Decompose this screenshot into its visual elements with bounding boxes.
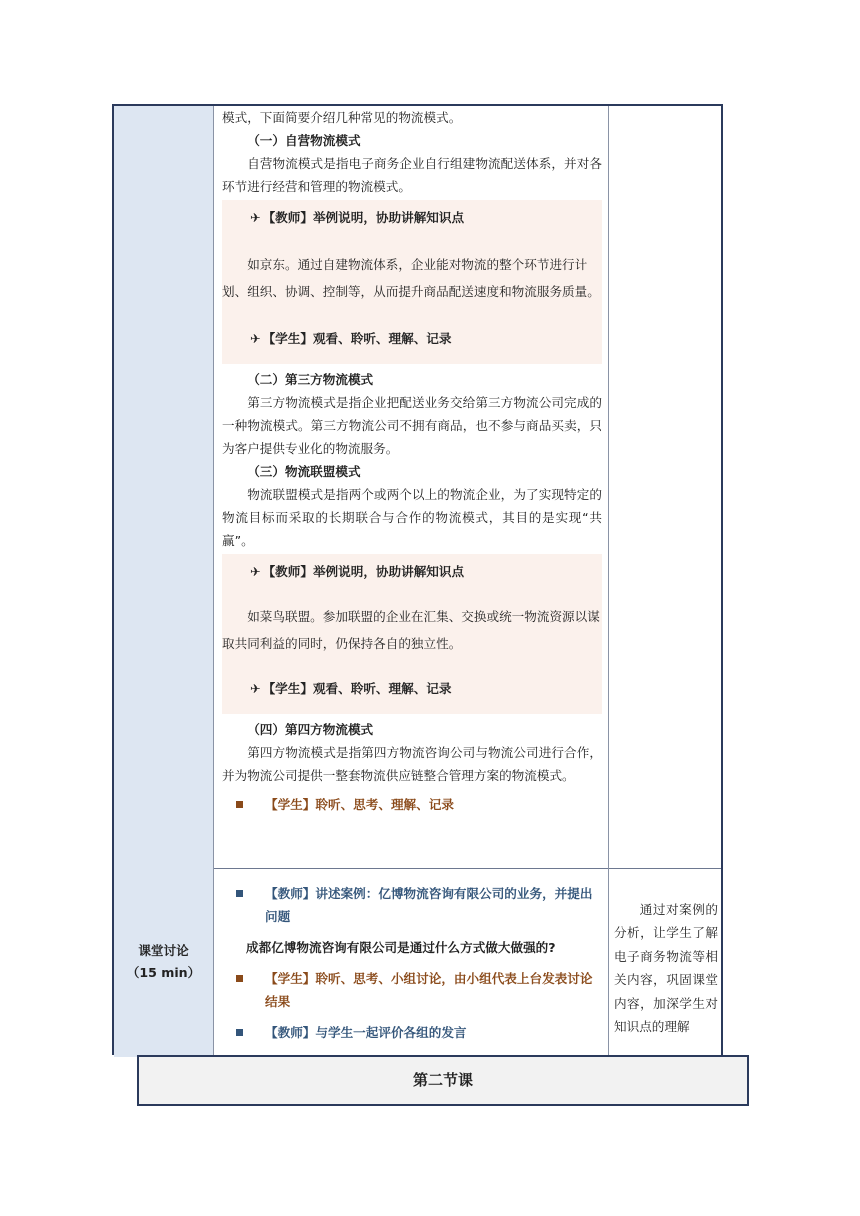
discussion-purpose: 通过对案例的分析，让学生了解电子商务物流等相关内容，巩固课堂内容，加深学生对知识点的理解 (614, 902, 718, 1035)
teacher-eval-bullet: 【教师】与学生一起评价各组的发言 (222, 1021, 602, 1044)
s1-example: 如京东。通过自建物流体系，企业能对物流的整个环节进行计划、组织、协调、控制等，从而提升商品配送速度和物流服务质量。 (222, 257, 600, 299)
s2-text: 第三方物流模式是指企业把配送业务交给第三方物流公司完成的一种物流模式。第三方物流公司不拥有商品，也不参与商品买卖，只为客户提供专业化的物流服务。 (222, 395, 602, 456)
s4-heading: （四）第四方物流模式 (247, 722, 374, 737)
s3-student-line: ✈ 【学生】观看、聆听、理解、记录 (250, 681, 452, 696)
airplane-icon: ✈ (250, 681, 261, 696)
s1-activity-box (222, 200, 602, 364)
s1-student-line: ✈ 【学生】观看、聆听、理解、记录 (250, 331, 452, 346)
row1-left-cell (114, 106, 214, 868)
airplane-icon: ✈ (250, 331, 261, 346)
s3-teacher-line: ✈ 【教师】举例说明，协助讲解知识点 (250, 564, 465, 579)
s3-activity-box (222, 554, 602, 714)
s3-text: 物流联盟模式是指两个或两个以上的物流企业，为了实现特定的物流目标而采取的长期联合与合作的物流模式，其目的是实现“共赢”。 (222, 487, 602, 548)
s4-student-bullet: 【学生】聆听、思考、理解、记录 (222, 793, 602, 816)
discussion-label: 课堂讨论 （15 min） (126, 943, 201, 980)
square-bullet-icon (236, 975, 243, 982)
lesson-table (112, 104, 723, 1055)
s3-heading: （三）物流联盟模式 (247, 464, 361, 479)
s3-example: 如菜鸟联盟。参加联盟的企业在汇集、交换或统一物流资源以谋取共同利益的同时，仍保持各自的独立性。 (222, 609, 600, 651)
airplane-icon: ✈ (250, 210, 261, 225)
s2-heading: （二）第三方物流模式 (247, 372, 374, 387)
airplane-icon: ✈ (250, 564, 261, 579)
row1-content (222, 106, 602, 816)
s4-text: 第四方物流模式是指第四方物流咨询公司与物流公司进行合作，并为物流公司提供一整套物流供应链整合管理方案的物流模式。 (222, 745, 602, 783)
s1-heading: （一）自营物流模式 (247, 133, 361, 148)
discussion-question: 成都亿博物流咨询有限公司是通过什么方式做大做强的? (246, 940, 556, 955)
student-discussion-bullet: 【学生】聆听、思考、小组讨论，由小组代表上台发表讨论结果 (222, 967, 602, 1013)
square-bullet-icon (236, 890, 243, 897)
s1-text: 自营物流模式是指电子商务企业自行组建物流配送体系，并对各环节进行经营和管理的物流模式。 (222, 156, 602, 194)
square-bullet-icon (236, 801, 243, 808)
section-title: 第二节课 (137, 1055, 749, 1106)
intro-tail: 模式，下面简要介绍几种常见的物流模式。 (222, 110, 462, 125)
discussion-content (222, 882, 602, 1044)
row1-right-cell (608, 106, 724, 868)
square-bullet-icon (236, 1029, 243, 1036)
teacher-case-bullet: 【教师】讲述案例：亿博物流咨询有限公司的业务，并提出问题 (222, 882, 602, 928)
s1-teacher-line: ✈ 【教师】举例说明，协助讲解知识点 (250, 210, 465, 225)
